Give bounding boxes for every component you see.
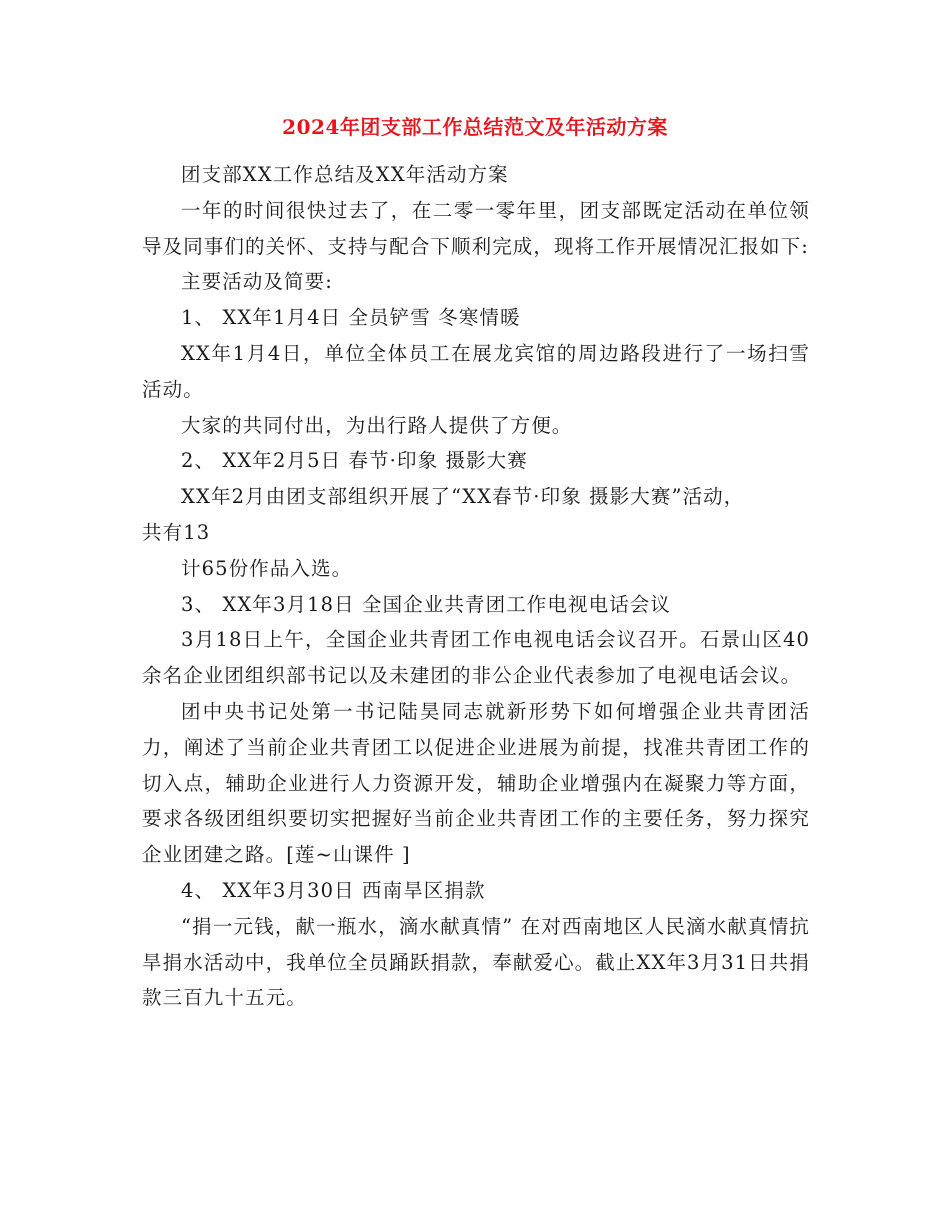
paragraph-item-1-title: 1、 XX年1月4日 全员铲雪 冬寒情暖 (181, 306, 521, 330)
paragraph-item-3-speech: 团中央书记处第一书记陆昊同志就新形势下如何增强企业共青团活力，阐述了当前企业共青团工以促进企业进展为前提，找准共青团工作的切入点，辅助企业进行人力资源开发，辅助企业增强内在凝聚力等方面，要求各级团组织要切实把握好当前企业共青团工作的主要任务，努力探究企业团建之路。[莲~山课件 ] (142, 699, 810, 867)
paragraph-intro: 一年的时间很快过去了，在二零一零年里，团支部既定活动在单位领导及同事们的关怀、支持与配合下顺利完成，现将工作开展情况汇报如下: (142, 198, 810, 258)
paragraph-item-1-body: XX年1月4日，单位全体员工在展龙宾馆的周边路段进行了一场扫雪活动。 (142, 341, 810, 401)
document-title: 2024年团支部工作总结范文及年活动方案 (282, 115, 668, 139)
paragraph-item-2-selected: 计65份作品入选。 (181, 556, 353, 580)
paragraph-activities-heading: 主要活动及简要: (181, 270, 333, 294)
paragraph-item-1-result: 大家的共同付出，为出行路人提供了方便。 (181, 413, 573, 437)
paragraph-heading: 团支部XX工作总结及XX年活动方案 (181, 163, 509, 186)
paragraph-item-2-body: XX年2月由团支部组织开展了“XX春节·印象 摄影大赛”活动， (181, 485, 745, 509)
paragraph-item-2-count: 共有13 (142, 520, 211, 544)
paragraph-item-4-title: 4、 XX年3月30日 西南旱区捐款 (181, 878, 486, 902)
paragraph-item-3-title: 3、 XX年3月18日 全国企业共青团工作电视电话会议 (181, 592, 671, 616)
document-body (142, 157, 810, 1016)
paragraph-item-3-body: 3月18日上午，全国企业共青团工作电视电话会议召开。石景山区40余名企业团组织部书记以及未建团的非公企业代表参加了电视电话会议。 (142, 628, 810, 688)
paragraph-item-2-title: 2、 XX年2月5日 春节·印象 摄影大赛 (181, 449, 528, 473)
paragraph-item-4-body: “捐一元钱，献一瓶水，滴水献真情” 在对西南地区人民滴水献真情抗旱捐水活动中，我单位全员踊跃捐款，奉献爱心。截止XX年3月31日共捐款三百九十五元。 (142, 914, 810, 1010)
